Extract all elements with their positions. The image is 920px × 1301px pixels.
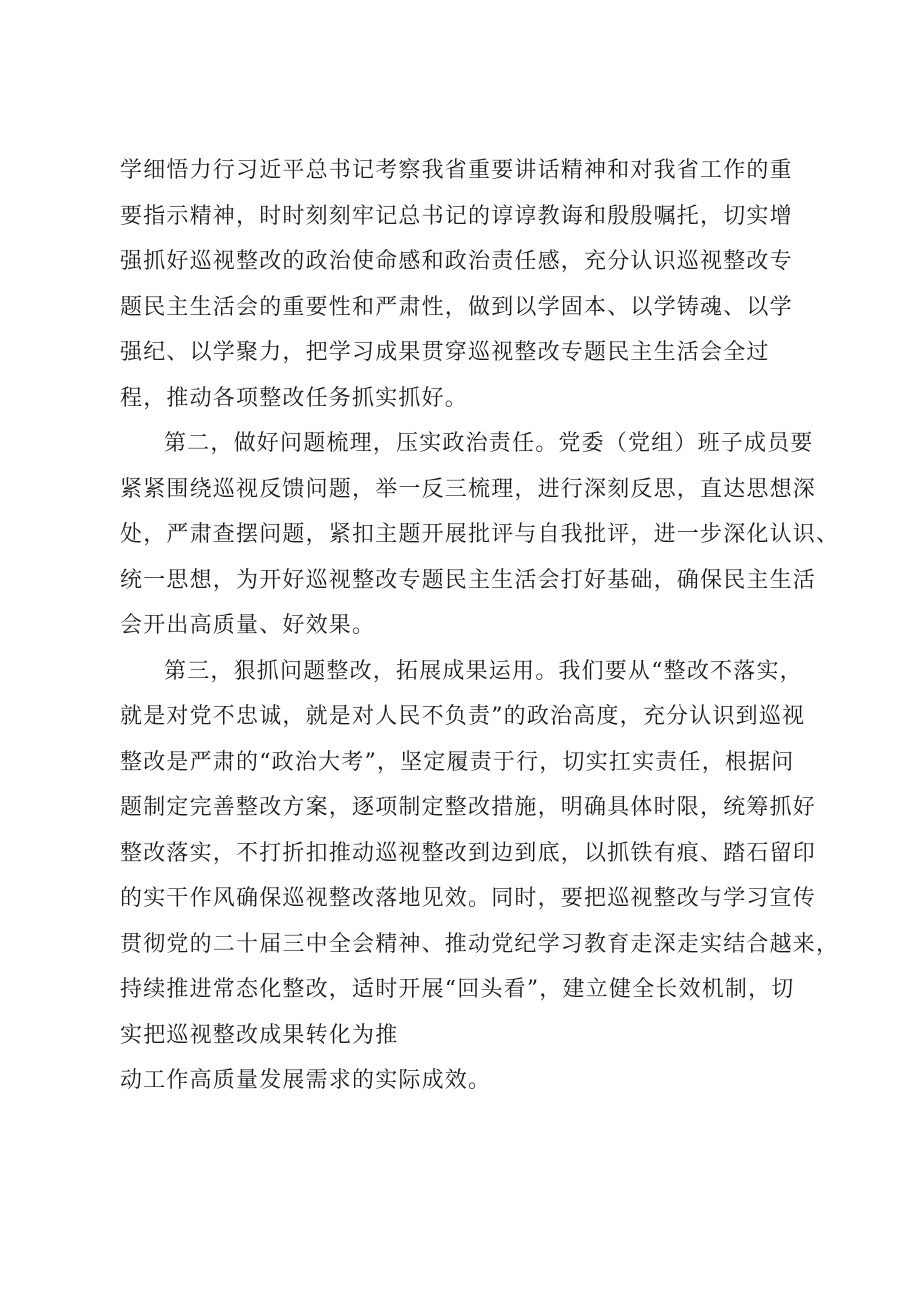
text-line: 处，严肃查摆问题，紧扣主题开展批评与自我批评，进一步深化认识、 xyxy=(120,522,840,547)
text-line: 要指示精神，时时刻刻牢记总书记的谆谆教诲和殷殷嘱托，切实增 xyxy=(120,203,793,229)
text-line: 贯彻党的二十届三中全会精神、推动党纪学习教育走深走实结合越来， xyxy=(120,931,840,957)
body-text xyxy=(120,148,840,1104)
text-line: 强纪、以学聚力，把学习成果贯穿巡视整改专题民主生活会全过 xyxy=(120,340,770,365)
text-line: 就是对党不忠诚，就是对人民不负责”的政治高度，充分认识到巡视 xyxy=(120,704,806,729)
text-line: 程，推动各项整改任务抓实抓好。 xyxy=(120,385,469,411)
text-line: 持续推进常态化整改，适时开展“回头看”，建立健全长效机制，切 xyxy=(120,977,795,1002)
paragraph-start-line: 第三，狠抓问题整改，拓展成果运用。我们要从“整改不落实， xyxy=(164,658,803,684)
text-line: 强抓好巡视整改的政治使命感和政治责任感，充分认识巡视整改专 xyxy=(120,249,793,274)
text-line: 整改是严肃的“政治大考”，坚定履责于行，切实扛实责任，根据问 xyxy=(120,749,795,775)
text-line: 动工作高质量发展需求的实际成效。 xyxy=(120,1068,492,1093)
text-line: 紧紧围绕巡视反馈问题，举一反三梳理，进行深刻反思，直达思想深 xyxy=(120,476,817,502)
text-line: 整改落实，不打折扣推动巡视整改到边到底，以抓铁有痕、踏石留印 xyxy=(120,840,817,866)
text-line: 题制定完善整改方案，逐项制定整改措施，明确具体时限，统筹抓好 xyxy=(120,795,817,820)
text-line: 学细悟力行习近平总书记考察我省重要讲话精神和对我省工作的重 xyxy=(120,158,793,183)
text-line: 题民主生活会的重要性和严肃性，做到以学固本、以学铸魂、以学 xyxy=(120,294,793,320)
text-line: 统一思想，为开好巡视整改专题民主生活会打好基础，确保民主生活 xyxy=(120,567,817,593)
text-line: 实把巡视整改成果转化为推 xyxy=(120,1022,399,1048)
text-line: 会开出高质量、好效果。 xyxy=(120,613,376,638)
text-line: 的实干作风确保巡视整改落地见效。同时，要把巡视整改与学习宣传 xyxy=(120,886,817,911)
paragraph-start-line: 第二，做好问题梳理，压实政治责任。党委（党组）班子成员要 xyxy=(164,431,814,456)
